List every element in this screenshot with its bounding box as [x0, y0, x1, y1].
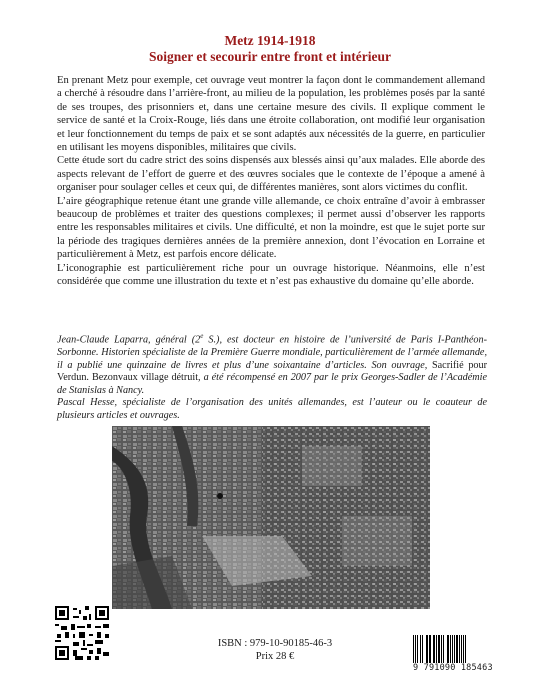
isbn-number: ISBN : 979-10-90185-46-3 — [217, 638, 333, 649]
barcode-bars — [413, 635, 497, 663]
bio-part: , a été récompensé en 2007 par le prix Georges-Sadler de l’Académie de Stanislas à Nancy. — [57, 372, 487, 396]
aerial-photo — [112, 426, 430, 609]
title-line-2: Soigner et secourir entre front et intérieur — [149, 49, 391, 64]
qr-code-icon — [55, 606, 109, 660]
paragraph-3: L’aire géographique retenue étant une grande ville allemande, ce choix entraîne d’avoir à embrasser beaucoup de problèmes et traiter des questions complexes; il permet aussi d’observer les rapports entre les responsables militaires et civils. Une difficulté, et non la moindre, est que le sujet porte sur la période des tragiques dernières années de la première annexion, dont l’évocation en Lorraine et particulièrement à Metz, est parfois encore délicate. — [57, 195, 485, 261]
title-line-1: Metz 1914-1918 — [224, 33, 316, 48]
barcode-number: 9 791090 185463 — [413, 663, 493, 673]
bio-sup: e — [200, 332, 204, 340]
author-bio-hesse: Pascal Hesse, spécialiste de l’organisation des unités allemandes, est l’auteur ou le coauteur de plusieurs articles et ouvrages. — [57, 397, 487, 421]
paragraph-2: Cette étude sort du cadre strict des soins dispensés aux blessés ainsi qu’aux malades. Elle aborde des aspects relevant de l’effort de guerre et des œuvres sociales que le contexte de l’époque a amené à organiser pour soulager celles et ceux qui, de différentes manières, sont alors victimes du conflit. — [57, 155, 485, 194]
bio-part: Jean-Claude Laparra, général (2 — [57, 334, 201, 346]
qr-code — [55, 606, 109, 660]
barcode — [413, 635, 497, 673]
author-bio-laparra — [57, 330, 487, 397]
paragraph-4: L’iconographie est particulièrement riche pour un ouvrage historique. Néanmoins, elle n’est considérée que comme une illustration du texte et n’est pas exhaustive du domaine qu’elle aborde. — [57, 262, 485, 288]
bio-part: S.), est docteur en histoire de l’université de Paris I-Panthéon-Sorbonne. Historien spécialiste de la Première Guerre mondiale, particulièrement de l’armée allemande, il a publié une quinzaine de livres et plus d’une soixantaine d’articles. Son ouvrage, — [57, 334, 487, 371]
aerial-photo-image — [112, 426, 430, 609]
isbn-block — [190, 637, 360, 663]
author-bios — [57, 330, 487, 423]
book-reference: Sacrifié pour Verdun. Bezonvaux village détruit — [57, 359, 487, 384]
barcode-bar — [465, 635, 466, 663]
summary-text — [57, 74, 485, 289]
price: Prix 28 € — [255, 651, 295, 662]
paragraph-1: En prenant Metz pour exemple, cet ouvrage veut montrer la façon dont le commandement allemand a cherché à résoudre dans l’arrière-front, au milieu de la population, les problèmes posés par la santé de ses troupes, des prisonniers et, dans une certaine mesure des civils. Il explique comment le service de santé et la Croix-Rouge, liés dans une étroite collaboration, ont modifié leur organisation et leur fonctionnement du temps de paix et se sont adaptés aux nécessités de la guerre, en particulier en utilisant les moyens disponibles, militaires que civils. — [57, 75, 485, 154]
book-title — [0, 33, 540, 65]
